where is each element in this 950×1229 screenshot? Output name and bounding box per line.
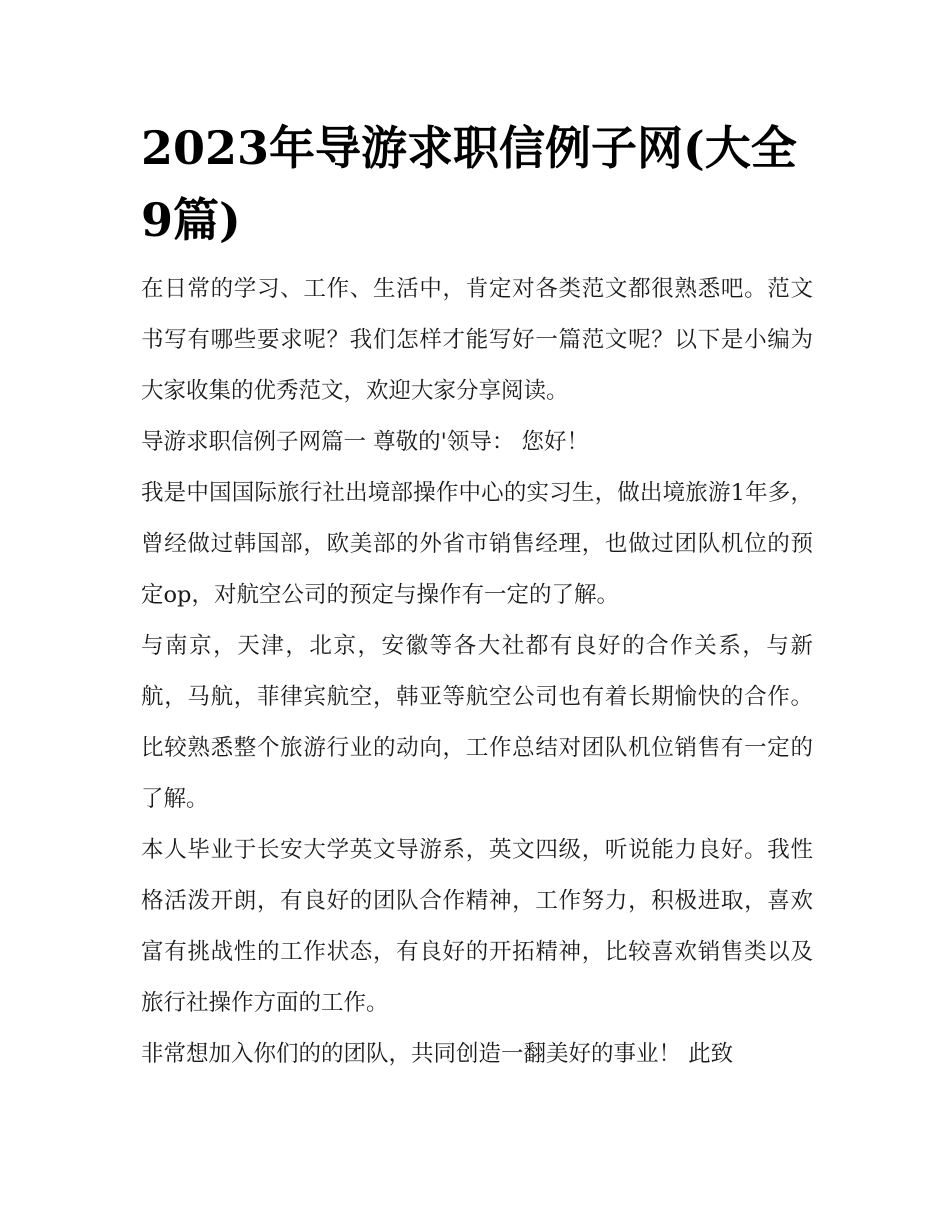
paragraph-education: 本人毕业于长安大学英文导游系，英文四级，听说能力良好。我性格活泼开朗，有良好的团队合作精神，工作努力，积极进取，喜欢富有挑战性的工作状态，有良好的开拓精神，比较喜欢销售类以及旅行社操作方面的工作。 <box>141 837 813 1016</box>
paragraph-intro: 在日常的学习、工作、生活中，肯定对各类范文都很熟悉吧。范文书写有哪些要求呢？我们怎样才能写好一篇范文呢？以下是小编为大家收集的优秀范文，欢迎大家分享阅读。 <box>141 276 813 404</box>
paragraph-closing: 非常想加入你们的的团队，共同创造一翻美好的事业！ 此致 <box>141 1041 734 1067</box>
paragraph-experience: 我是中国国际旅行社出境部操作中心的实习生，做出境旅游1年多，曾经做过韩国部，欧美部的外省市销售经理，也做过团队机位的预定op，对航空公司的预定与操作有一定的了解。 <box>141 480 813 608</box>
paragraph-salutation: 导游求职信例子网篇一 尊敬的'领导： 您好！ <box>141 429 589 455</box>
document-body <box>141 112 813 1080</box>
document-title: 2023年导游求职信例子网(大全9篇) <box>141 121 797 247</box>
paragraph-partners: 与南京，天津，北京，安徽等各大社都有良好的合作关系，与新航，马航，菲律宾航空，韩亚等航空公司也有着长期愉快的合作。比较熟悉整个旅游行业的动向，工作总结对团队机位销售有一定的了解。 <box>141 633 813 812</box>
